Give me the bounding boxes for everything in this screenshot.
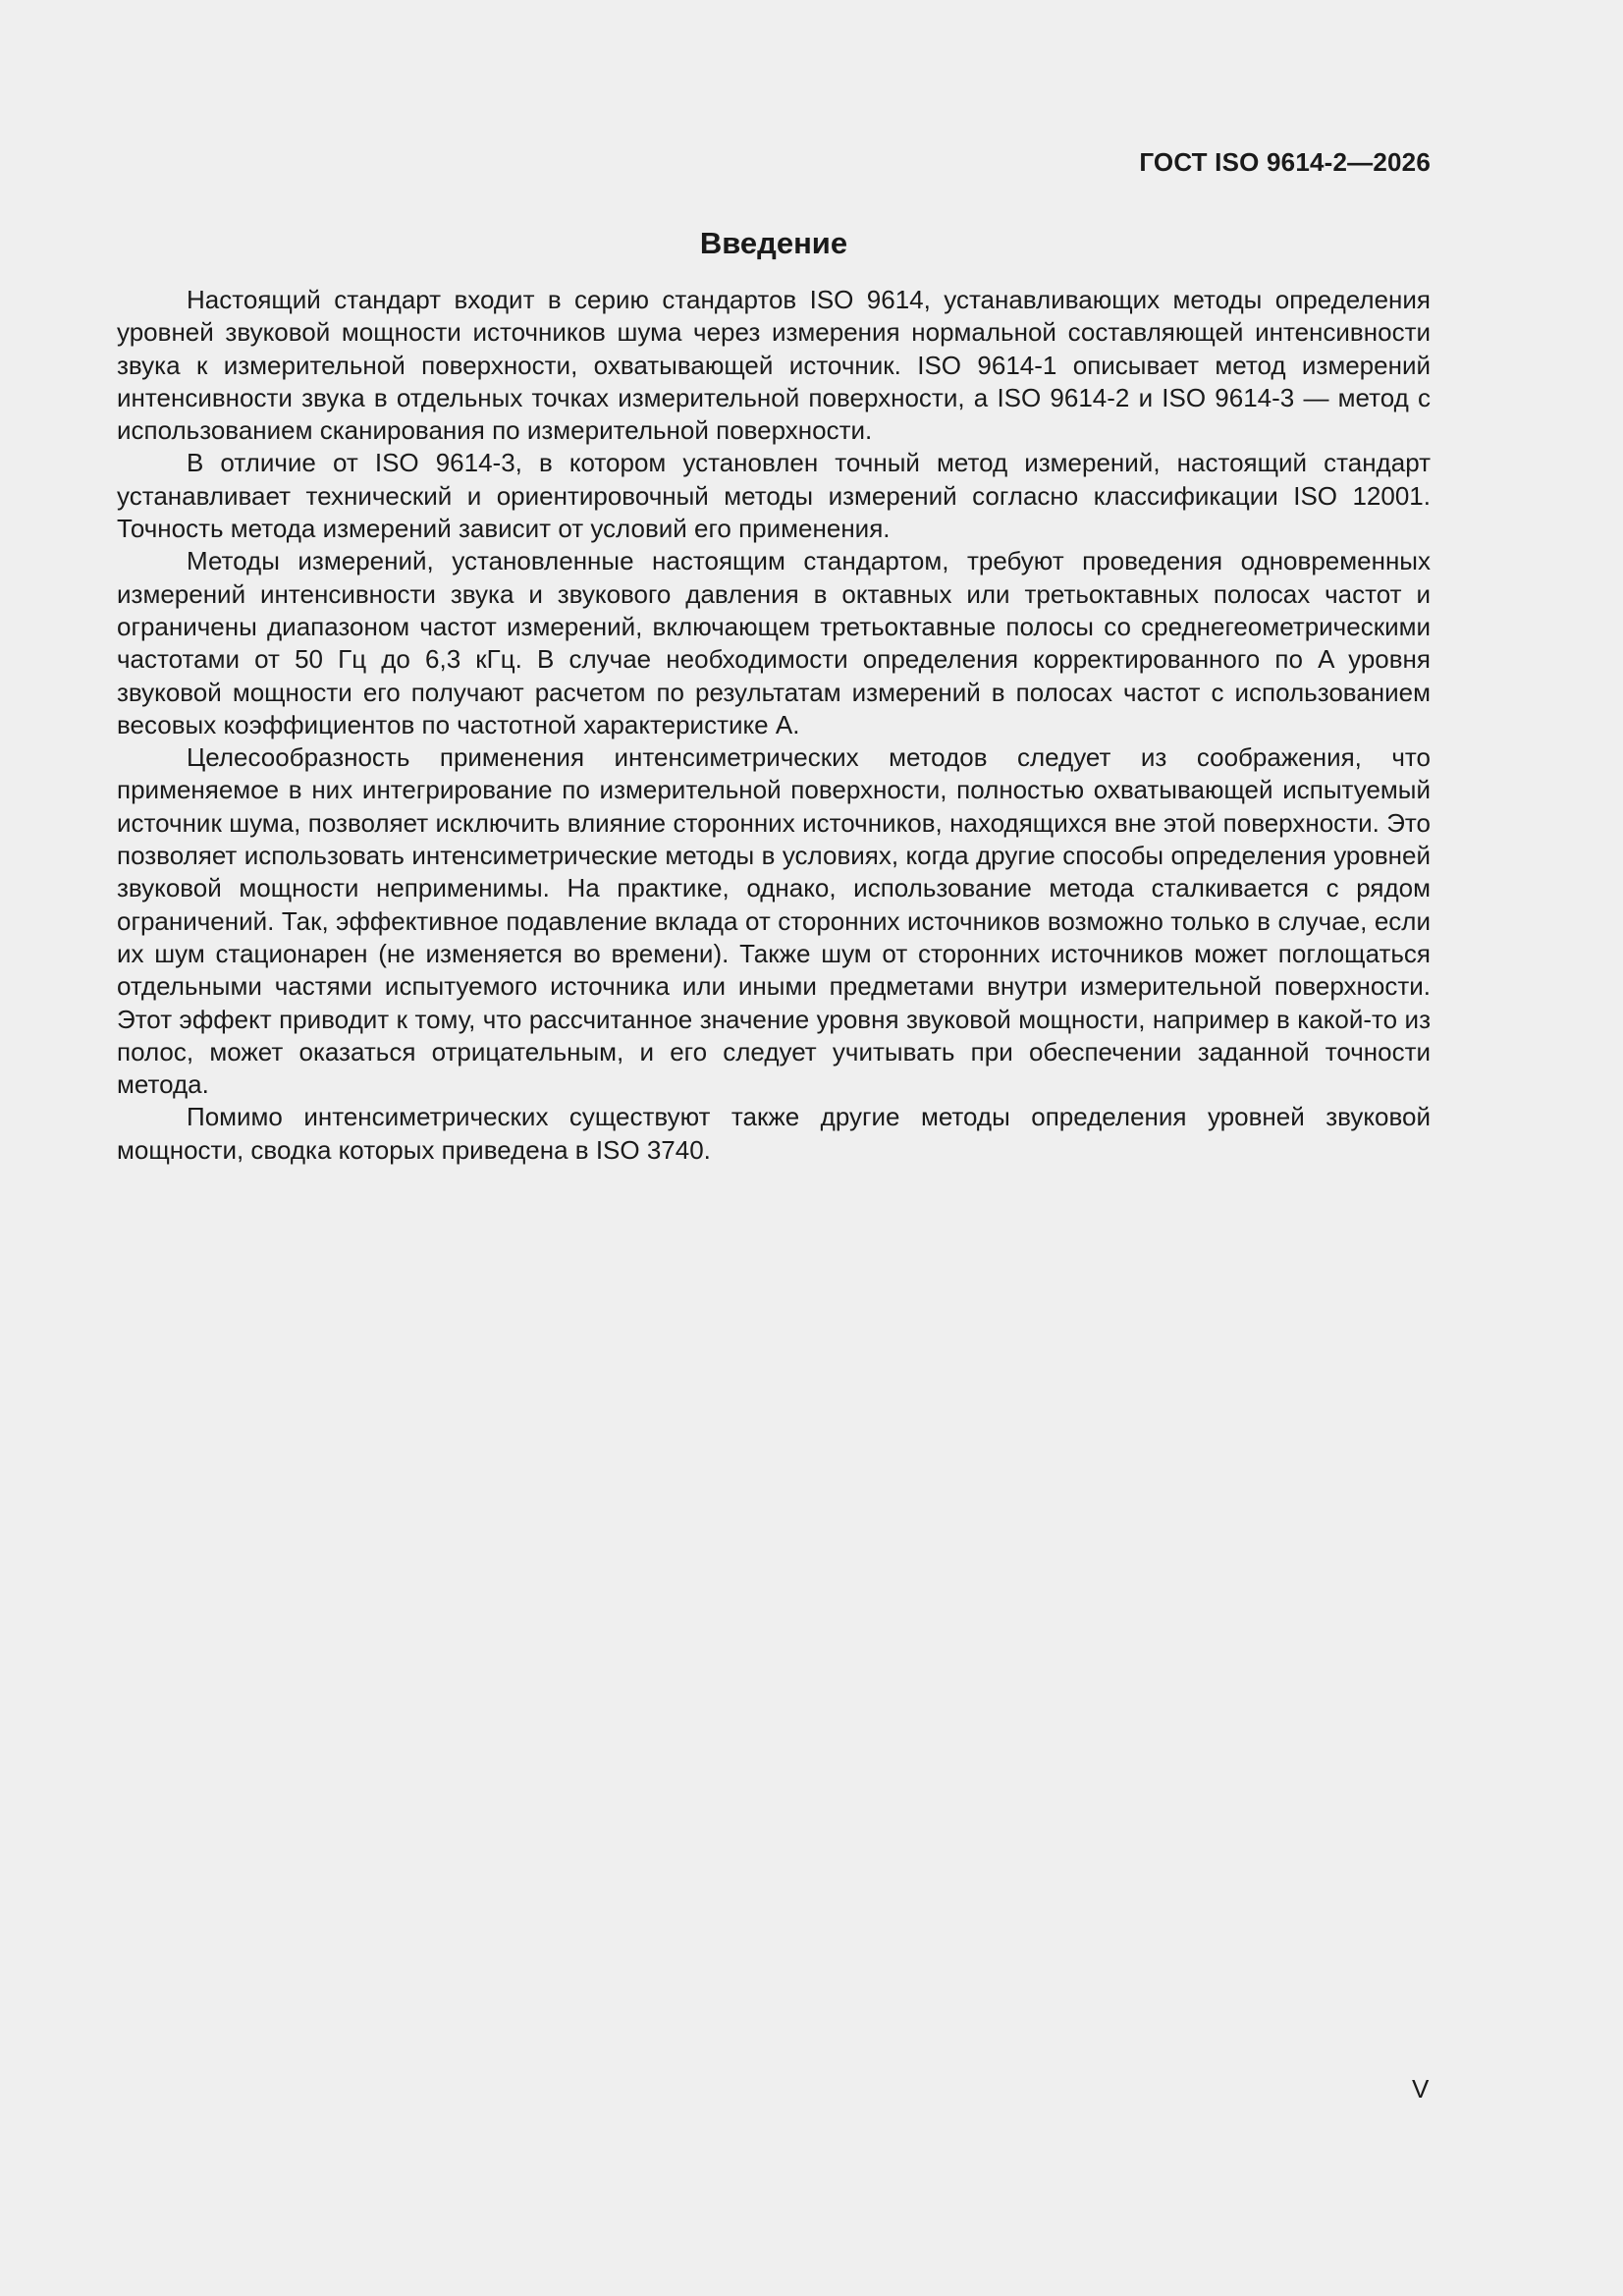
paragraph-2: В отличие от ISO 9614-3, в котором установлен точный метод измерений, настоящий стандарт устанавливает технический и ориентировочный методы измерений согласно классификации ISO 12001. Точность метода измерений зависит от условий его применения.	[117, 448, 1431, 544]
body-text	[117, 284, 1431, 1167]
section-title: Введение	[699, 226, 848, 260]
paragraph-4: Целесообразность применения интенсиметрических методов следует из соображения, что применяемое в них интегрирование по измерительной поверхности, полностью охватывающей испытуемый источник шума, позволяет исключить влияние сторонних источников, находящихся вне этой поверхности. Это позволяет использовать интенсиметрические методы в условиях, когда другие способы определения уровней звуковой мощности неприменимы. На практике, однако, использование метода сталкивается с рядом ограничений. Так, эффективное подавление вклада от сторонних источников возможно только в случае, если их шум стационарен (не изменяется во времени). Также шум от сторонних источников может поглощаться отдельными частями испытуемого источника или иными предметами внутри измерительной поверхности. Этот эффект приводит к тому, что рассчитанное значение уровня звуковой мощности, например в какой-то из полос, может оказаться отрицательным, и его следует учитывать при обеспечении заданной точности метода.	[117, 742, 1431, 1100]
paragraph-1: Настоящий стандарт входит в серию стандартов ISO 9614, устанавливающих методы определения уровней звуковой мощности источников шума через измерения нормальной составляющей интенсивности звука к измерительной поверхности, охватывающей источник. ISO 9614-1 описывает метод измерений интенсивности звука в отдельных точках измерительной поверхности, а ISO 9614-2 и ISO 9614-3 — метод с использованием сканирования по измерительной поверхности.	[117, 285, 1431, 446]
standard-header: ГОСТ ISO 9614-2—2026	[1139, 147, 1431, 177]
page-number: V	[1412, 2074, 1430, 2104]
paragraph-5: Помимо интенсиметрических существуют также другие методы определения уровней звуковой мощности, сводка которых приведена в ISO 3740.	[117, 1102, 1431, 1165]
paragraph-3: Методы измерений, установленные настоящим стандартом, требуют проведения одновременных измерений интенсивности звука и звукового давления в октавных или третьоктавных полосах частот и ограничены диапазоном частот измерений, включающем третьоктавные полосы со среднегеометрическими частотами от 50 Гц до 6,3 кГц. В случае необходимости определения корректированного по A уровня звуковой мощности его получают расчетом по результатам измерений в полосах частот с использованием весовых коэффициентов по частотной характеристике A.	[117, 546, 1431, 739]
